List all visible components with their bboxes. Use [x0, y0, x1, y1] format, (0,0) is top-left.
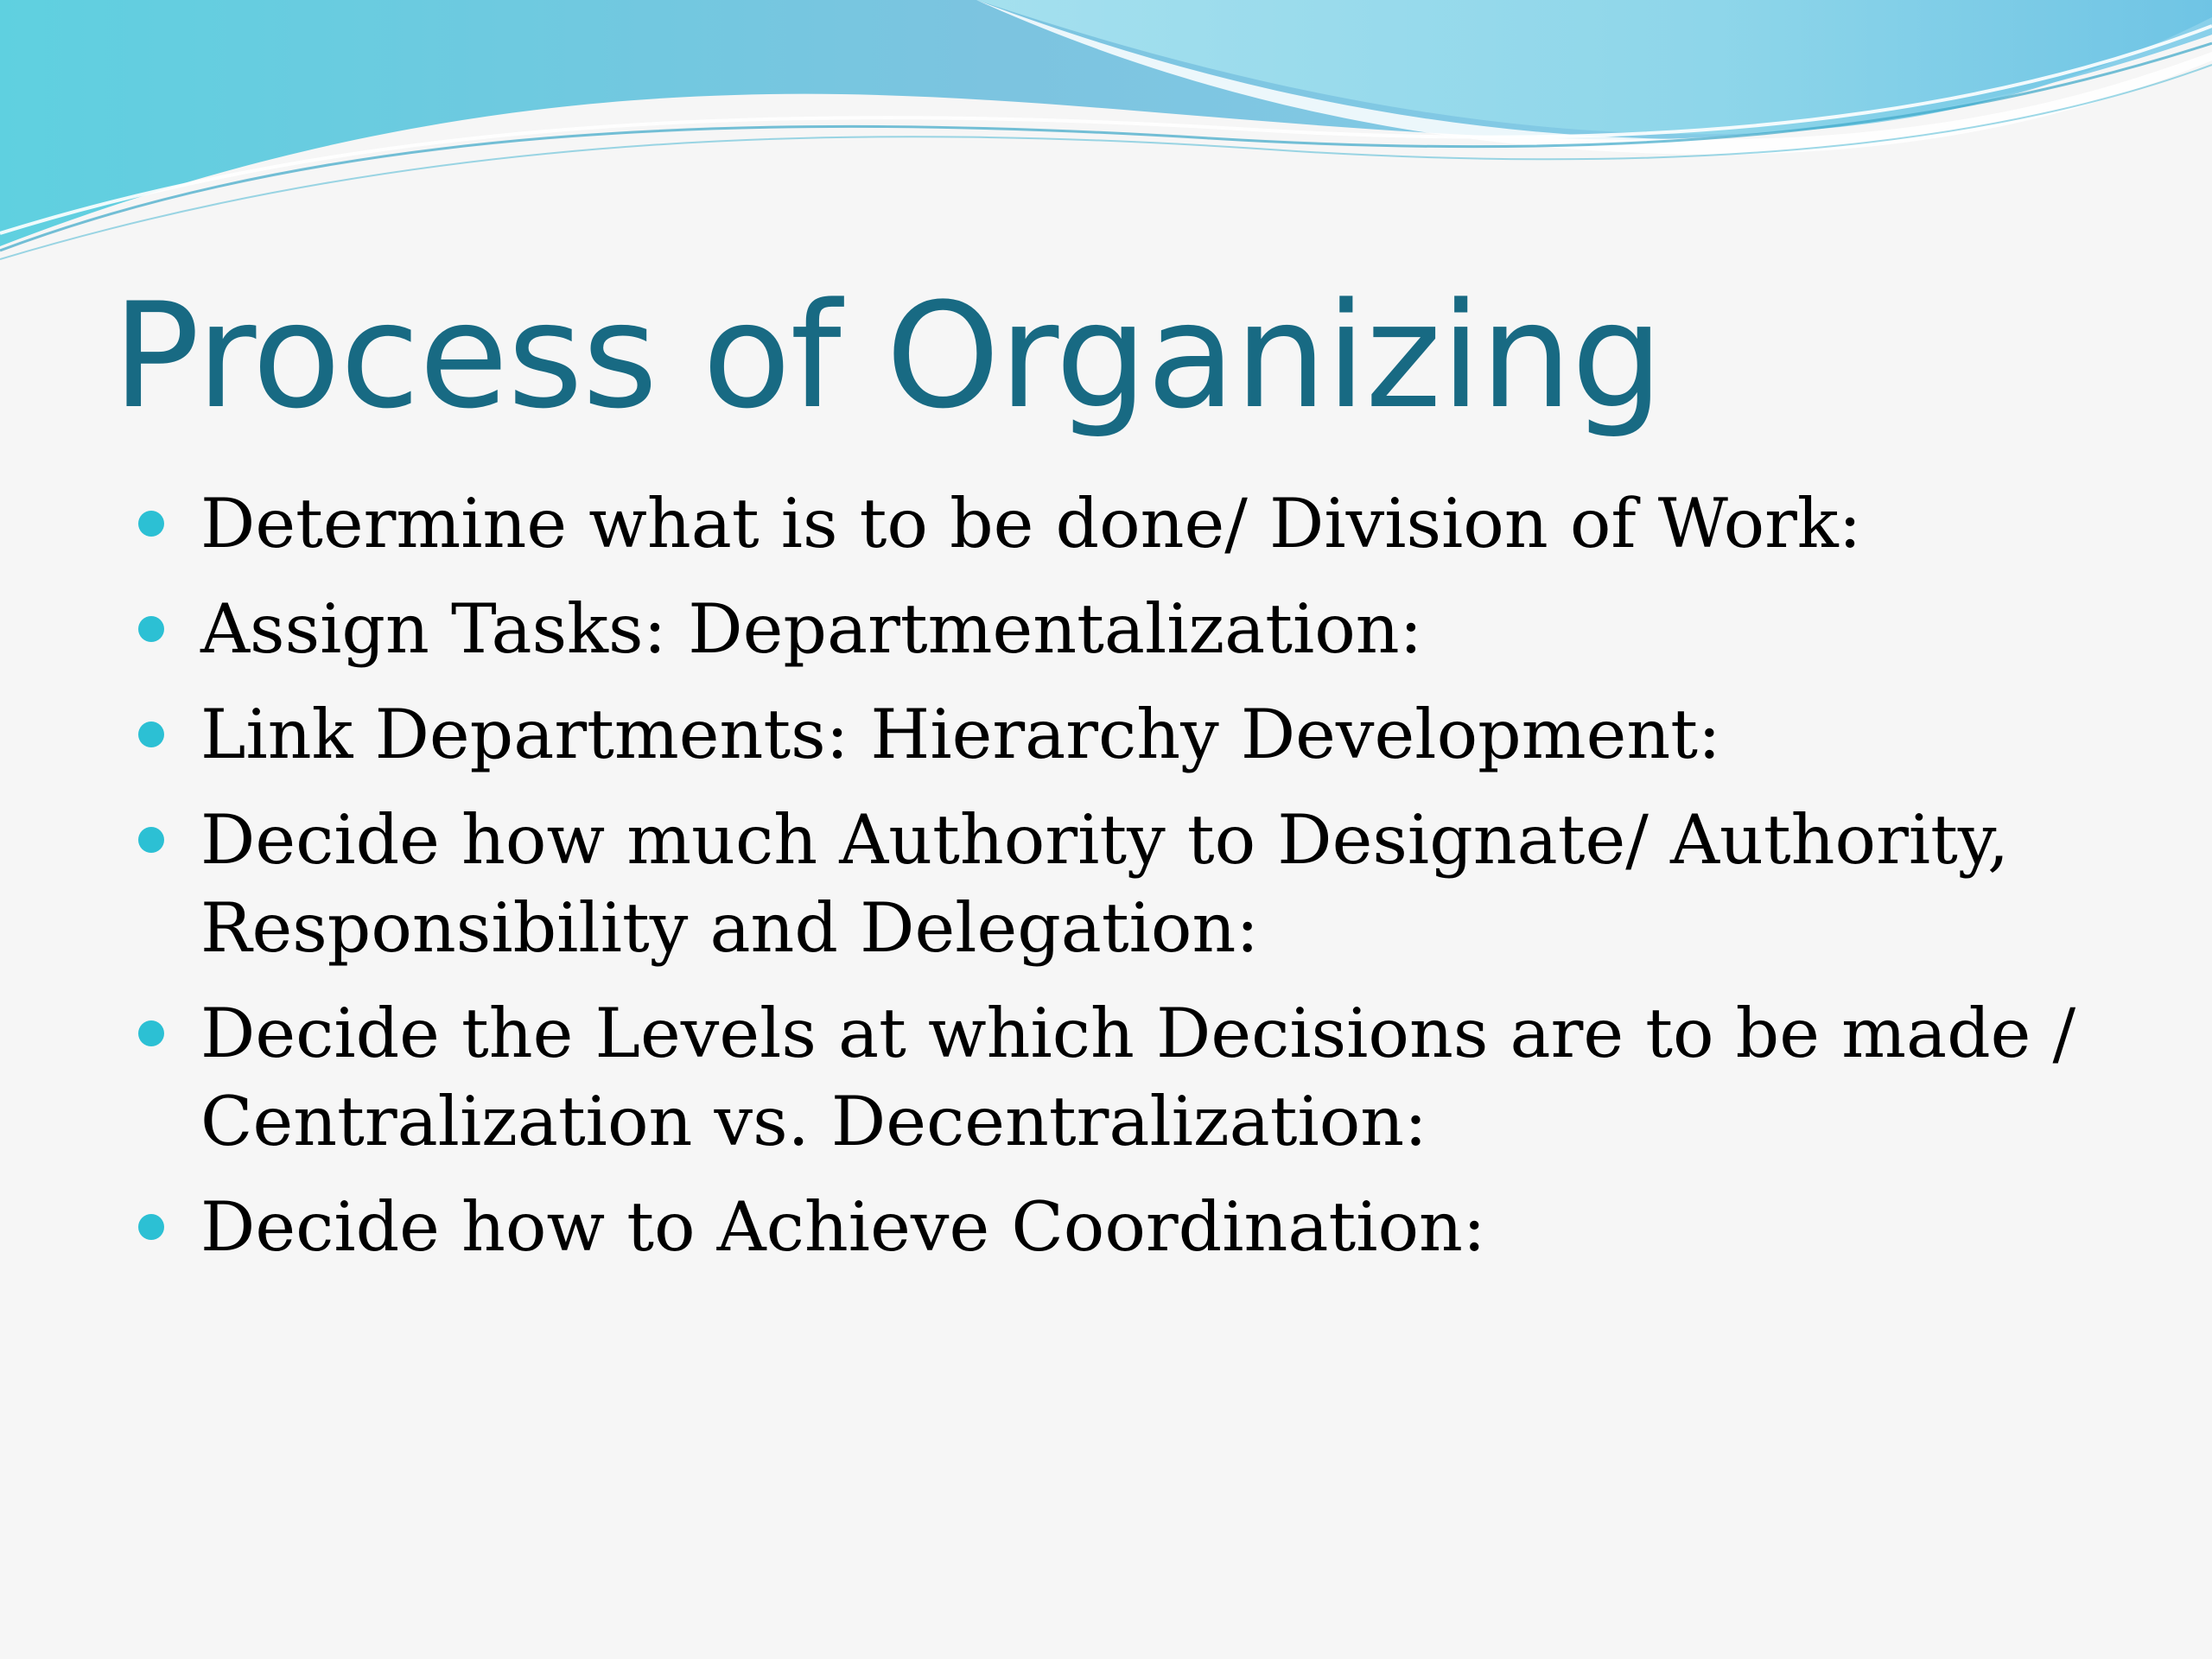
bullet-text: Determine what is to be done/ Division of Work: [200, 484, 1862, 563]
bullet-item-departmentalization [138, 585, 2082, 673]
bullet-item-authority-delegation [138, 796, 2082, 972]
bullet-list [138, 480, 2082, 1288]
bullet-item-hierarchy-development [138, 690, 2082, 779]
bullet-item-coordination [138, 1183, 2082, 1271]
slide-title: Process of Organizing [112, 271, 1663, 441]
bullet-dot-icon [138, 1020, 164, 1046]
bullet-text: Decide how to Achieve Coordination: [200, 1187, 1486, 1267]
bullet-text: Link Departments: Hierarchy Development: [200, 695, 1721, 774]
bullet-dot-icon [138, 511, 164, 537]
bullet-text: Decide the Levels at which Decisions are to be made / Centralization vs. Decentralization: [200, 994, 2076, 1161]
bullet-text: Assign Tasks: Departmentalization: [200, 589, 1423, 669]
bullet-dot-icon [138, 827, 164, 853]
bullet-dot-icon [138, 721, 164, 747]
bullet-item-division-of-work [138, 480, 2082, 568]
bullet-item-centralization [138, 989, 2082, 1166]
header-wave-decoration [0, 0, 2212, 276]
bullet-dot-icon [138, 1214, 164, 1240]
bullet-dot-icon [138, 616, 164, 642]
bullet-text: Decide how much Authority to Designate/ Authority, Responsibility and Delegation: [200, 800, 2010, 968]
